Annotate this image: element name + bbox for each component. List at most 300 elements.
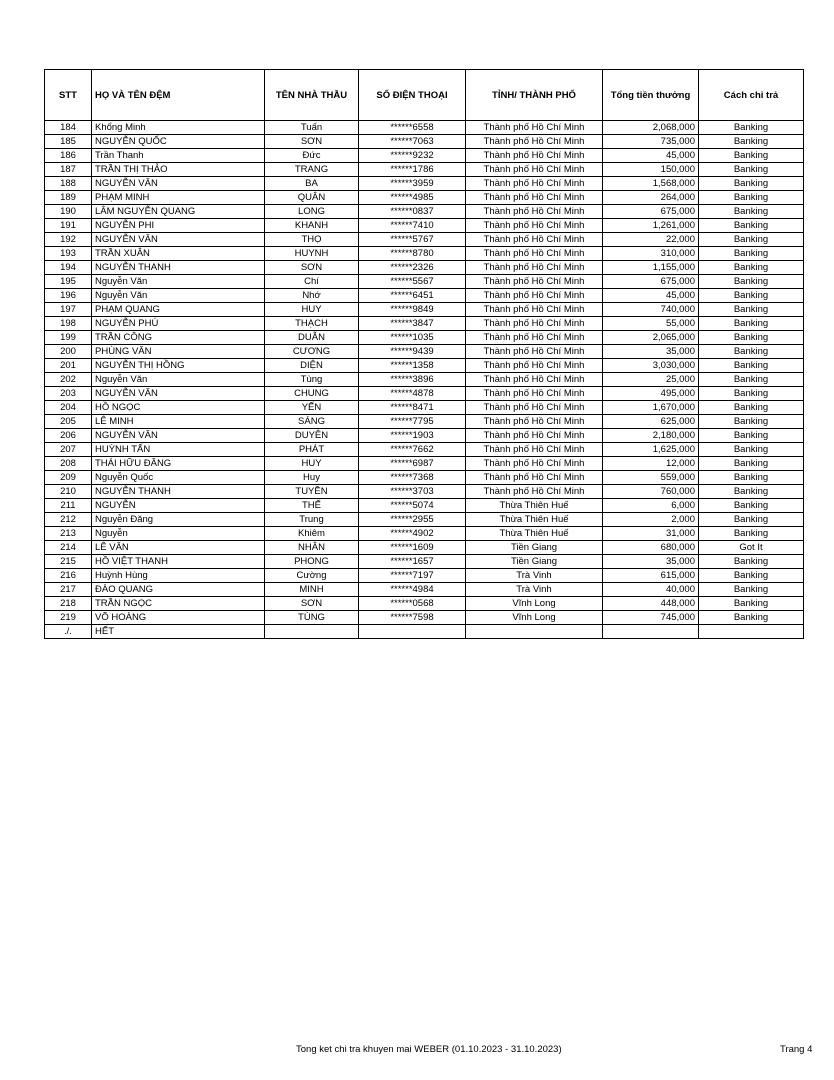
cell-stt: 219 (45, 611, 92, 625)
cell-tinh-thanh-pho: Thành phố Hồ Chí Minh (466, 471, 603, 485)
cell-cach-chi-tra: Banking (699, 219, 804, 233)
cell-tong-tien-thuong: 675,000 (603, 205, 699, 219)
cell-cach-chi-tra: Banking (699, 121, 804, 135)
cell-tong-tien-thuong: 35,000 (603, 555, 699, 569)
cell-tinh-thanh-pho: Thành phố Hồ Chí Minh (466, 373, 603, 387)
empty-cell (359, 625, 466, 639)
cell-stt: 188 (45, 177, 92, 191)
cell-stt: 212 (45, 513, 92, 527)
table-row (45, 499, 804, 513)
cell-tinh-thanh-pho: Thành phố Hồ Chí Minh (466, 387, 603, 401)
cell-stt: 197 (45, 303, 92, 317)
cell-ten: Tùng (265, 373, 359, 387)
cell-stt: 201 (45, 359, 92, 373)
cell-tong-tien-thuong: 2,180,000 (603, 429, 699, 443)
cell-ten: HUY (265, 303, 359, 317)
cell-tong-tien-thuong: 22,000 (603, 233, 699, 247)
cell-stt: 199 (45, 331, 92, 345)
cell-cach-chi-tra: Banking (699, 583, 804, 597)
cell-so-dien-thoai: ******4878 (359, 387, 466, 401)
cell-tinh-thanh-pho: Thành phố Hồ Chí Minh (466, 219, 603, 233)
cell-ten: HUYNH (265, 247, 359, 261)
cell-cach-chi-tra: Banking (699, 275, 804, 289)
cell-tong-tien-thuong: 150,000 (603, 163, 699, 177)
cell-tong-tien-thuong: 45,000 (603, 289, 699, 303)
table-row (45, 331, 804, 345)
cell-ten: NHÂN (265, 541, 359, 555)
cell-tong-tien-thuong: 760,000 (603, 485, 699, 499)
cell-so-dien-thoai: ******4902 (359, 527, 466, 541)
cell-so-dien-thoai: ******5767 (359, 233, 466, 247)
cell-stt: 218 (45, 597, 92, 611)
cell-tong-tien-thuong: 12,000 (603, 457, 699, 471)
cell-so-dien-thoai: ******2955 (359, 513, 466, 527)
cell-tong-tien-thuong: 35,000 (603, 345, 699, 359)
cell-ten: Chí (265, 275, 359, 289)
table-row (45, 135, 804, 149)
table-end-row (45, 625, 804, 639)
cell-ten: SƠN (265, 135, 359, 149)
cell-so-dien-thoai: ******1786 (359, 163, 466, 177)
cell-stt: 195 (45, 275, 92, 289)
table-row (45, 121, 804, 135)
cell-stt: 207 (45, 443, 92, 457)
cell-stt: 200 (45, 345, 92, 359)
cell-cach-chi-tra: Banking (699, 317, 804, 331)
table-row (45, 205, 804, 219)
cell-tinh-thanh-pho: Tiền Giang (466, 555, 603, 569)
cell-ten: Tuấn (265, 121, 359, 135)
cell-tinh-thanh-pho: Thành phố Hồ Chí Minh (466, 429, 603, 443)
cell-cach-chi-tra: Banking (699, 359, 804, 373)
cell-tinh-thanh-pho: Thành phố Hồ Chí Minh (466, 163, 603, 177)
table-row (45, 317, 804, 331)
cell-ten: THẠCH (265, 317, 359, 331)
cell-tinh-thanh-pho: Tiền Giang (466, 541, 603, 555)
cell-cach-chi-tra: Banking (699, 611, 804, 625)
cell-tong-tien-thuong: 2,065,000 (603, 331, 699, 345)
cell-cach-chi-tra: Banking (699, 471, 804, 485)
cell-tinh-thanh-pho: Thành phố Hồ Chí Minh (466, 359, 603, 373)
cell-tinh-thanh-pho: Vĩnh Long (466, 597, 603, 611)
cell-ten: DUYÊN (265, 429, 359, 443)
table-row (45, 527, 804, 541)
cell-ten: KHANH (265, 219, 359, 233)
cell-tong-tien-thuong: 559,000 (603, 471, 699, 485)
cell-ho-ten-dem: PHẠM QUANG (92, 303, 265, 317)
cell-ho-ten-dem: NGUYỄN VĂN (92, 387, 265, 401)
cell-tinh-thanh-pho: Thành phố Hồ Chí Minh (466, 415, 603, 429)
cell-ho-ten-dem: NGUYỄN VĂN (92, 177, 265, 191)
cell-tinh-thanh-pho: Thừa Thiên Huế (466, 527, 603, 541)
cell-cach-chi-tra: Banking (699, 233, 804, 247)
cell-so-dien-thoai: ******0837 (359, 205, 466, 219)
table-row (45, 611, 804, 625)
cell-cach-chi-tra: Banking (699, 527, 804, 541)
cell-stt: 215 (45, 555, 92, 569)
table-row (45, 233, 804, 247)
cell-cach-chi-tra: Banking (699, 191, 804, 205)
cell-ho-ten-dem: LÂM NGUYỄN QUANG (92, 205, 265, 219)
cell-ten: Trung (265, 513, 359, 527)
cell-tong-tien-thuong: 6,000 (603, 499, 699, 513)
header-tong-tien-thuong: Tổng tiền thưởng (603, 70, 699, 121)
cell-ho-ten-dem: PHÙNG VĂN (92, 345, 265, 359)
cell-so-dien-thoai: ******9439 (359, 345, 466, 359)
cell-tinh-thanh-pho: Trà Vinh (466, 583, 603, 597)
cell-so-dien-thoai: ******1903 (359, 429, 466, 443)
cell-ten: Cường (265, 569, 359, 583)
cell-stt: 208 (45, 457, 92, 471)
cell-tong-tien-thuong: 615,000 (603, 569, 699, 583)
cell-ho-ten-dem: NGUYỄN VĂN (92, 233, 265, 247)
cell-tong-tien-thuong: 675,000 (603, 275, 699, 289)
cell-so-dien-thoai: ******1609 (359, 541, 466, 555)
cell-ten: PHONG (265, 555, 359, 569)
cell-tong-tien-thuong: 2,000 (603, 513, 699, 527)
cell-stt: 186 (45, 149, 92, 163)
table-row (45, 289, 804, 303)
cell-tong-tien-thuong: 25,000 (603, 373, 699, 387)
cell-stt: 217 (45, 583, 92, 597)
cell-ten: LONG (265, 205, 359, 219)
cell-so-dien-thoai: ******7063 (359, 135, 466, 149)
cell-ho-ten-dem: NGUYỄN PHÚ (92, 317, 265, 331)
cell-cach-chi-tra: Banking (699, 457, 804, 471)
cell-ten: CHUNG (265, 387, 359, 401)
cell-tinh-thanh-pho: Thành phố Hồ Chí Minh (466, 121, 603, 135)
cell-so-dien-thoai: ******1657 (359, 555, 466, 569)
cell-stt: 211 (45, 499, 92, 513)
cell-so-dien-thoai: ******6558 (359, 121, 466, 135)
cell-cach-chi-tra: Banking (699, 303, 804, 317)
cell-so-dien-thoai: ******8780 (359, 247, 466, 261)
cell-tong-tien-thuong: 2,068,000 (603, 121, 699, 135)
table-row (45, 163, 804, 177)
cell-ten: MINH (265, 583, 359, 597)
cell-so-dien-thoai: ******9232 (359, 149, 466, 163)
end-marker: ./. (45, 625, 92, 639)
cell-tinh-thanh-pho: Thành phố Hồ Chí Minh (466, 261, 603, 275)
table-row (45, 149, 804, 163)
cell-ho-ten-dem: ĐÀO QUANG (92, 583, 265, 597)
cell-ho-ten-dem: NGUYỄN THANH (92, 485, 265, 499)
cell-ho-ten-dem: NGUYỄN PHI (92, 219, 265, 233)
cell-tong-tien-thuong: 448,000 (603, 597, 699, 611)
cell-so-dien-thoai: ******5074 (359, 499, 466, 513)
cell-stt: 190 (45, 205, 92, 219)
table-row (45, 401, 804, 415)
cell-ho-ten-dem: TRẦN CÔNG (92, 331, 265, 345)
cell-cach-chi-tra: Banking (699, 443, 804, 457)
cell-ten: THẾ (265, 499, 359, 513)
cell-stt: 202 (45, 373, 92, 387)
cell-tong-tien-thuong: 55,000 (603, 317, 699, 331)
cell-ten: QUÂN (265, 191, 359, 205)
cell-ho-ten-dem: Trần Thanh (92, 149, 265, 163)
cell-cach-chi-tra: Banking (699, 205, 804, 219)
table-row (45, 485, 804, 499)
cell-so-dien-thoai: ******4985 (359, 191, 466, 205)
cell-ten: SÁNG (265, 415, 359, 429)
cell-tinh-thanh-pho: Thừa Thiên Huế (466, 499, 603, 513)
cell-cach-chi-tra: Banking (699, 135, 804, 149)
cell-stt: 191 (45, 219, 92, 233)
empty-cell (699, 625, 804, 639)
table-row (45, 387, 804, 401)
cell-tong-tien-thuong: 264,000 (603, 191, 699, 205)
header-tinh-thanh-pho: TỈNH/ THÀNH PHỐ (466, 70, 603, 121)
empty-cell (265, 625, 359, 639)
cell-ho-ten-dem: Nguyễn Quốc (92, 471, 265, 485)
cell-ten: CƯƠNG (265, 345, 359, 359)
cell-tong-tien-thuong: 40,000 (603, 583, 699, 597)
table-row (45, 457, 804, 471)
table-row (45, 275, 804, 289)
cell-ho-ten-dem: HỒ NGỌC (92, 401, 265, 415)
cell-tinh-thanh-pho: Thừa Thiên Huế (466, 513, 603, 527)
cell-stt: 194 (45, 261, 92, 275)
cell-tinh-thanh-pho: Thành phố Hồ Chí Minh (466, 191, 603, 205)
cell-ten: Đức (265, 149, 359, 163)
cell-ten: TÙNG (265, 611, 359, 625)
table-row (45, 513, 804, 527)
cell-stt: 185 (45, 135, 92, 149)
header-so-dien-thoai: SỐ ĐIỆN THOẠI (359, 70, 466, 121)
cell-stt: 203 (45, 387, 92, 401)
cell-stt: 210 (45, 485, 92, 499)
cell-so-dien-thoai: ******3959 (359, 177, 466, 191)
cell-stt: 198 (45, 317, 92, 331)
table-row (45, 359, 804, 373)
cell-tong-tien-thuong: 1,568,000 (603, 177, 699, 191)
award-table (44, 69, 804, 639)
cell-tong-tien-thuong: 310,000 (603, 247, 699, 261)
cell-cach-chi-tra: Banking (699, 247, 804, 261)
cell-tinh-thanh-pho: Thành phố Hồ Chí Minh (466, 149, 603, 163)
cell-so-dien-thoai: ******7662 (359, 443, 466, 457)
table-row (45, 415, 804, 429)
cell-stt: 184 (45, 121, 92, 135)
cell-ho-ten-dem: Nguyễn Đăng (92, 513, 265, 527)
cell-cach-chi-tra: Banking (699, 597, 804, 611)
cell-stt: 204 (45, 401, 92, 415)
cell-cach-chi-tra: Banking (699, 373, 804, 387)
table-row (45, 373, 804, 387)
empty-cell (466, 625, 603, 639)
cell-cach-chi-tra: Banking (699, 415, 804, 429)
cell-tinh-thanh-pho: Thành phố Hồ Chí Minh (466, 401, 603, 415)
cell-stt: 193 (45, 247, 92, 261)
cell-stt: 206 (45, 429, 92, 443)
cell-tong-tien-thuong: 1,670,000 (603, 401, 699, 415)
cell-tong-tien-thuong: 740,000 (603, 303, 699, 317)
cell-so-dien-thoai: ******3896 (359, 373, 466, 387)
cell-stt: 189 (45, 191, 92, 205)
cell-so-dien-thoai: ******4984 (359, 583, 466, 597)
cell-tinh-thanh-pho: Thành phố Hồ Chí Minh (466, 485, 603, 499)
cell-cach-chi-tra: Banking (699, 149, 804, 163)
cell-cach-chi-tra: Banking (699, 331, 804, 345)
cell-tinh-thanh-pho: Trà Vinh (466, 569, 603, 583)
cell-tinh-thanh-pho: Thành phố Hồ Chí Minh (466, 275, 603, 289)
cell-ten: Nhớ (265, 289, 359, 303)
cell-ho-ten-dem: VÕ HOÀNG (92, 611, 265, 625)
cell-ten: SƠN (265, 597, 359, 611)
header-stt: STT (45, 70, 92, 121)
cell-ho-ten-dem: HỒ VIỆT THANH (92, 555, 265, 569)
cell-so-dien-thoai: ******8471 (359, 401, 466, 415)
header-ho-ten-dem: HỌ VÀ TÊN ĐỆM (92, 70, 265, 121)
cell-stt: 214 (45, 541, 92, 555)
cell-ho-ten-dem: LÊ MINH (92, 415, 265, 429)
cell-tinh-thanh-pho: Thành phố Hồ Chí Minh (466, 135, 603, 149)
table-row (45, 219, 804, 233)
cell-ten: THỌ (265, 233, 359, 247)
cell-tinh-thanh-pho: Thành phố Hồ Chí Minh (466, 233, 603, 247)
cell-ten: HUY (265, 457, 359, 471)
table-row (45, 247, 804, 261)
cell-tong-tien-thuong: 1,155,000 (603, 261, 699, 275)
cell-so-dien-thoai: ******6987 (359, 457, 466, 471)
cell-ho-ten-dem: Nguyễn Văn (92, 373, 265, 387)
cell-so-dien-thoai: ******3703 (359, 485, 466, 499)
cell-cach-chi-tra: Banking (699, 387, 804, 401)
cell-ho-ten-dem: NGUYỄN VĂN (92, 429, 265, 443)
cell-tong-tien-thuong: 1,625,000 (603, 443, 699, 457)
empty-cell (603, 625, 699, 639)
cell-so-dien-thoai: ******7598 (359, 611, 466, 625)
cell-tinh-thanh-pho: Thành phố Hồ Chí Minh (466, 177, 603, 191)
cell-ho-ten-dem: NGUYỄN (92, 499, 265, 513)
cell-tong-tien-thuong: 1,261,000 (603, 219, 699, 233)
header-ten-nha-thau: TÊN NHÀ THẦU (265, 70, 359, 121)
table-row (45, 443, 804, 457)
cell-cach-chi-tra: Banking (699, 289, 804, 303)
cell-ten: TRANG (265, 163, 359, 177)
cell-ho-ten-dem: Khổng Minh (92, 121, 265, 135)
cell-ho-ten-dem: NGUYỄN THANH (92, 261, 265, 275)
cell-stt: 209 (45, 471, 92, 485)
cell-tinh-thanh-pho: Thành phố Hồ Chí Minh (466, 247, 603, 261)
cell-ten: Huy (265, 471, 359, 485)
cell-cach-chi-tra: Banking (699, 429, 804, 443)
page-footer (0, 1044, 834, 1058)
cell-cach-chi-tra: Banking (699, 499, 804, 513)
footer-title: Tong ket chi tra khuyen mai WEBER (01.10.2023 - 31.10.2023) (296, 1044, 562, 1055)
cell-ho-ten-dem: PHẠM MINH (92, 191, 265, 205)
page-number: Trang 4 (780, 1044, 813, 1055)
table-row (45, 569, 804, 583)
cell-tinh-thanh-pho: Thành phố Hồ Chí Minh (466, 443, 603, 457)
cell-tinh-thanh-pho: Vĩnh Long (466, 611, 603, 625)
table-row (45, 555, 804, 569)
cell-ten: SƠN (265, 261, 359, 275)
cell-so-dien-thoai: ******2326 (359, 261, 466, 275)
table-row (45, 345, 804, 359)
cell-cach-chi-tra: Banking (699, 485, 804, 499)
cell-tong-tien-thuong: 31,000 (603, 527, 699, 541)
cell-ho-ten-dem: NGUYỄN THỊ HỒNG (92, 359, 265, 373)
table-row (45, 541, 804, 555)
cell-so-dien-thoai: ******9849 (359, 303, 466, 317)
cell-so-dien-thoai: ******7410 (359, 219, 466, 233)
cell-so-dien-thoai: ******3847 (359, 317, 466, 331)
cell-cach-chi-tra: Banking (699, 163, 804, 177)
cell-ten: BA (265, 177, 359, 191)
table-row (45, 597, 804, 611)
cell-tong-tien-thuong: 625,000 (603, 415, 699, 429)
cell-so-dien-thoai: ******1035 (359, 331, 466, 345)
cell-ten: DIỆN (265, 359, 359, 373)
table-row (45, 583, 804, 597)
cell-cach-chi-tra: Banking (699, 555, 804, 569)
cell-so-dien-thoai: ******6451 (359, 289, 466, 303)
cell-ho-ten-dem: TRẦN THỊ THẢO (92, 163, 265, 177)
cell-so-dien-thoai: ******7197 (359, 569, 466, 583)
cell-ho-ten-dem: HUỲNH TẤN (92, 443, 265, 457)
cell-ho-ten-dem: Nguyễn Văn (92, 289, 265, 303)
cell-ten: DUẪN (265, 331, 359, 345)
cell-tinh-thanh-pho: Thành phố Hồ Chí Minh (466, 317, 603, 331)
table-row (45, 471, 804, 485)
cell-ho-ten-dem: TRẦN NGỌC (92, 597, 265, 611)
cell-tinh-thanh-pho: Thành phố Hồ Chí Minh (466, 331, 603, 345)
table-row (45, 261, 804, 275)
cell-ho-ten-dem: LÊ VĂN (92, 541, 265, 555)
cell-stt: 192 (45, 233, 92, 247)
cell-stt: 196 (45, 289, 92, 303)
cell-so-dien-thoai: ******7795 (359, 415, 466, 429)
table-row (45, 177, 804, 191)
cell-tong-tien-thuong: 3,030,000 (603, 359, 699, 373)
cell-so-dien-thoai: ******7368 (359, 471, 466, 485)
cell-so-dien-thoai: ******5567 (359, 275, 466, 289)
cell-ten: Khiêm (265, 527, 359, 541)
end-label: HẾT (92, 625, 265, 639)
cell-tong-tien-thuong: 735,000 (603, 135, 699, 149)
cell-cach-chi-tra: Banking (699, 569, 804, 583)
cell-cach-chi-tra: Got It (699, 541, 804, 555)
cell-tinh-thanh-pho: Thành phố Hồ Chí Minh (466, 303, 603, 317)
cell-ho-ten-dem: Nguyễn (92, 527, 265, 541)
cell-ho-ten-dem: NGUYỄN QUỐC (92, 135, 265, 149)
table-header (45, 70, 804, 121)
cell-ho-ten-dem: TRẦN XUÂN (92, 247, 265, 261)
cell-so-dien-thoai: ******1358 (359, 359, 466, 373)
header-cach-chi-tra: Cách chi trả (699, 70, 804, 121)
cell-tong-tien-thuong: 745,000 (603, 611, 699, 625)
cell-tong-tien-thuong: 680,000 (603, 541, 699, 555)
cell-cach-chi-tra: Banking (699, 261, 804, 275)
cell-tinh-thanh-pho: Thành phố Hồ Chí Minh (466, 345, 603, 359)
cell-ho-ten-dem: Nguyễn Văn (92, 275, 265, 289)
cell-stt: 205 (45, 415, 92, 429)
cell-tinh-thanh-pho: Thành phố Hồ Chí Minh (466, 289, 603, 303)
cell-ten: PHÁT (265, 443, 359, 457)
cell-cach-chi-tra: Banking (699, 401, 804, 415)
table-body (45, 121, 804, 639)
cell-ten: YẾN (265, 401, 359, 415)
table-row (45, 429, 804, 443)
cell-ten: TUYỀN (265, 485, 359, 499)
cell-stt: 187 (45, 163, 92, 177)
cell-cach-chi-tra: Banking (699, 177, 804, 191)
cell-tong-tien-thuong: 495,000 (603, 387, 699, 401)
cell-cach-chi-tra: Banking (699, 513, 804, 527)
cell-ho-ten-dem: Huỳnh Hùng (92, 569, 265, 583)
cell-ho-ten-dem: THÁI HỮU ĐĂNG (92, 457, 265, 471)
